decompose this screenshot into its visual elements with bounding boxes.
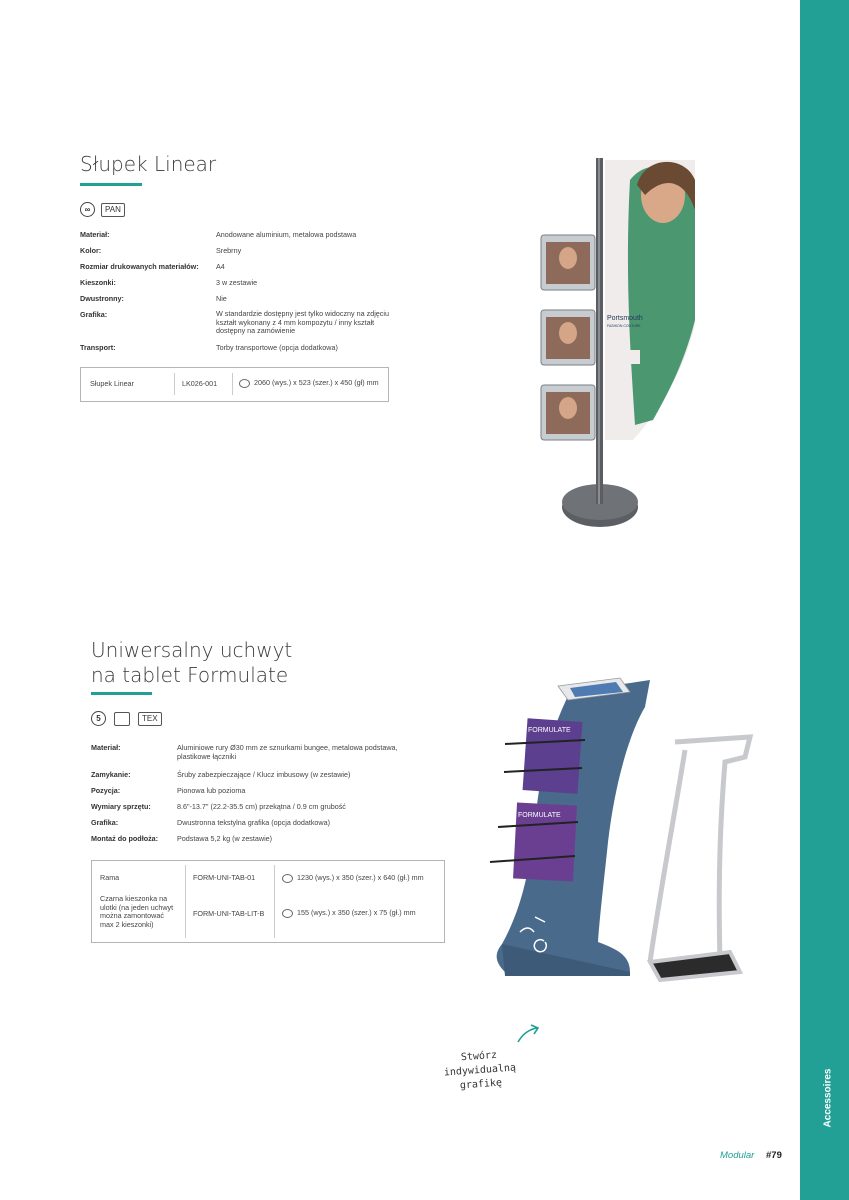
spec-value: Podstawa 5,2 kg (w zestawie)	[177, 834, 273, 843]
tex-icon: TEX	[138, 712, 162, 726]
tape-measure-icon	[239, 379, 250, 388]
spec-label: Materiał:	[80, 230, 110, 239]
spec-label: Dwustronny:	[80, 294, 124, 303]
spec-value: A4	[216, 262, 225, 271]
spec-value: 3 w zestawie	[216, 278, 258, 287]
curved-arrow-icon	[515, 1022, 543, 1046]
spec-value: Srebrny	[216, 246, 242, 255]
product2-variant-table	[91, 860, 445, 943]
spec-value: 8.6"-13.7" (22.2-35.5 cm) przekątna / 0.9 cm grubość	[177, 802, 346, 811]
spec-value: Dwustronna tekstylna grafika (opcja dodatkowa)	[177, 818, 331, 827]
page-number: #79	[766, 1150, 782, 1161]
spec-label: Kieszonki:	[80, 278, 116, 287]
spec-value: Śruby zabezpieczające / Klucz imbusowy (w zestawie)	[177, 770, 351, 779]
spec-value: Aluminiowe rury Ø30 mm ze sznurkami bungee, metalowa podstawa, plastikowe łączniki	[177, 743, 398, 761]
spec-label: Montaż do podłoża:	[91, 834, 159, 843]
variant-dims: 1230 (wys.) x 350 (szer.) x 640 (gł.) mm	[282, 873, 424, 883]
product2-image	[480, 672, 760, 997]
brochure-pocket	[541, 235, 595, 290]
product2-title: Uniwersalny uchwyt na tablet Formulate	[91, 638, 293, 687]
variant-name: Rama	[100, 873, 120, 882]
variant-code: LK026-001	[182, 379, 218, 388]
product1-accent-rule	[80, 183, 142, 186]
product2-accent-rule	[91, 692, 152, 695]
spec-label: Grafika:	[91, 818, 119, 827]
case-icon	[114, 712, 130, 726]
spec-value: Pionowa lub pozioma	[177, 786, 246, 795]
footer-brand: Modular	[720, 1150, 755, 1161]
brochure-pocket	[541, 385, 595, 440]
product2-icons	[91, 711, 162, 726]
spec-label: Transport:	[80, 343, 116, 352]
tape-measure-icon	[282, 909, 293, 918]
product1-spec-list	[80, 230, 400, 360]
sidebar-label: Accessoires	[822, 1068, 834, 1128]
banner-brand: Portsmouth	[607, 315, 643, 322]
product1-title: Słupek Linear	[80, 152, 217, 176]
pan-icon: PAN	[101, 203, 125, 217]
sidebar-band	[800, 0, 849, 1200]
product1-variant-table	[80, 367, 389, 402]
spec-label: Grafika:	[80, 310, 108, 319]
spec-label: Zamykanie:	[91, 770, 131, 779]
five-year-warranty-icon: 5	[91, 711, 106, 726]
spec-label: Pozycja:	[91, 786, 121, 795]
spec-value: Torby transportowe (opcja dodatkowa)	[216, 343, 338, 352]
brochure-label: FORMULATE	[528, 727, 571, 734]
brochure-label: FORMULATE	[518, 812, 561, 819]
variant-code: FORM-UNI-TAB-LIT-B	[193, 909, 265, 918]
spec-value: Nie	[216, 294, 227, 303]
brochure-pocket	[541, 310, 595, 365]
product1-icons	[80, 202, 125, 217]
spec-label: Materiał:	[91, 743, 121, 752]
tape-measure-icon	[282, 874, 293, 883]
handwritten-note: Stwórz indywidualną grafikę	[443, 1049, 517, 1092]
spec-label: Kolor:	[80, 246, 102, 255]
variant-dims: 155 (wys.) x 350 (szer.) x 75 (gł.) mm	[282, 908, 416, 918]
banner-brand-sub: FASHION COUTURE	[607, 324, 641, 328]
spec-value: Anodowane aluminium, metalowa podstawa	[216, 230, 357, 239]
spec-label: Wymiary sprzętu:	[91, 802, 151, 811]
product1-image	[535, 150, 710, 535]
variant-name: Czarna kieszonka na ulotki (na jeden uchwyt można zamontować max 2 kieszonki)	[100, 894, 174, 929]
variant-dims: 2060 (wys.) x 523 (szer.) x 450 (gł) mm	[239, 378, 379, 388]
variant-code: FORM-UNI-TAB-01	[193, 873, 256, 882]
spec-label: Rozmiar drukowanych materiałów:	[80, 262, 199, 271]
variant-name: Słupek Linear	[90, 379, 134, 388]
product2-spec-list	[91, 743, 421, 853]
infinity-icon: ∞	[80, 202, 95, 217]
spec-value: W standardzie dostępny jest tylko widoczny na zdjęciu kształt wykonany z 4 mm kompozytu / inny kształt dostępny na zamówienie	[216, 309, 389, 335]
